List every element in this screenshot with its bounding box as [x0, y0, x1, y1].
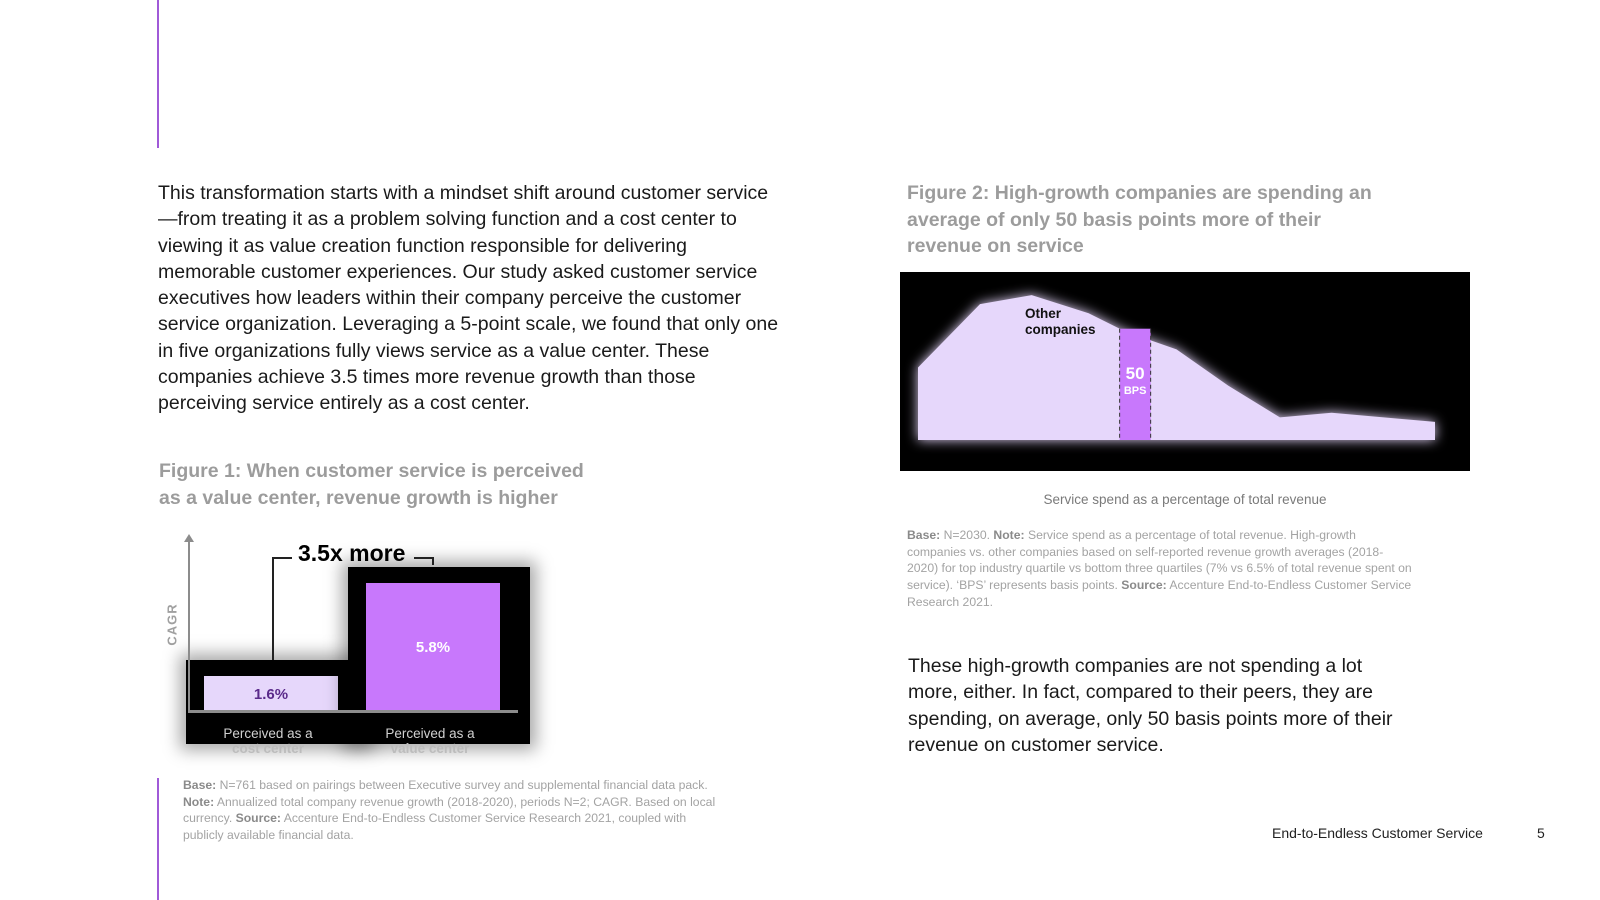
- figure2-band-unit: BPS: [1123, 385, 1147, 397]
- figure2-note-base-label: Base:: [907, 528, 941, 542]
- figure1-y-axis-arrow-icon: [184, 534, 194, 542]
- figure1-bracket-right: [432, 557, 434, 565]
- figure2-svg: [900, 272, 1470, 471]
- figure1-note-source-text: Accenture End-to-Endless Customer Service Research 2021, coupled with publicly available financial data.: [183, 811, 687, 843]
- intro-paragraph: This transformation starts with a mindset shift around customer service—from treating it as a problem solving function and a cost center to viewing it as value creation function responsible for delivering memorable customer experiences. Our study asked customer service executives how leaders within their company perceive the customer service organization. Leveraging a 5-point scale, we found that only one in five organizations fully views service as a value center. These companies achieve 3.5 times more revenue growth than those perceiving service entirely as a cost center.: [158, 182, 779, 415]
- figure1-annotation: 3.5x more: [298, 540, 406, 566]
- figure1-category-label-2: [355, 726, 505, 756]
- figure2-note-note-label: Note:: [993, 528, 1025, 542]
- figure1-note-note-text: Annualized total company revenue growth (2018-2020), periods N=2; CAGR. Based on local currency.: [183, 794, 716, 826]
- figure1-plot-area: [188, 560, 518, 756]
- figure1-note-base-text: N=761 based on pairings between Executive survey and supplemental financial data pack.: [216, 778, 708, 792]
- figure1-bar-1: [204, 676, 338, 712]
- figure1-category-label-2-line-1: Perceived as a: [385, 726, 475, 741]
- figure2-note-note-text: Service spend as a percentage of total revenue. High-growth companies vs. other companies based on self-reported revenue growth averages (2018-2020) for top industry quartile vs bottom three quartiles (7% vs 6.5% of total revenue spent on service). ‘BPS’ represents basis points.: [907, 528, 1412, 593]
- accent-line-bottom: [157, 778, 159, 900]
- figure2-xlabel: Service spend as a percentage of total revenue: [1043, 492, 1327, 507]
- figure2-note-source-label: Source:: [1121, 578, 1167, 593]
- figure1-title: Figure 1: When customer service is perceived as a value center, revenue growth is higher: [159, 460, 584, 509]
- figure1-note-base-label: Base:: [183, 778, 217, 792]
- figure1-category-label-1: [193, 726, 343, 756]
- figure1-y-axis: [188, 540, 190, 712]
- footer-title: End-to-Endless Customer Service: [1272, 825, 1483, 841]
- figure1-category-label-1-line-2: cost center: [231, 741, 305, 756]
- figure1-bar-value-label-2: 5.8%: [415, 638, 451, 656]
- figure1-bar-value-label-1: 1.6%: [253, 685, 289, 703]
- figure1-x-axis: [188, 710, 518, 713]
- figure1-note-source-label: Source:: [235, 811, 281, 826]
- figure1-category-label-1-line-1: Perceived as a: [223, 726, 313, 741]
- footer-page-number: 5: [1537, 825, 1545, 841]
- figure1-ylabel: CAGR: [164, 603, 180, 646]
- accent-line-top: [157, 0, 159, 148]
- figure2-note-source-text: Accenture End-to-Endless Customer Service Research 2021.: [907, 578, 1412, 609]
- figure1-bracket-left: [272, 557, 274, 660]
- figure2-note-base-text: N=2030.: [940, 528, 994, 542]
- figure1-bracket-top-right: [414, 557, 434, 559]
- figure2-title: Figure 2: High-growth companies are spending an average of only 50 basis points more of their revenue on service: [907, 182, 1372, 257]
- figure2-chart: [900, 272, 1470, 471]
- figure2-band-value: 50: [1125, 364, 1145, 383]
- figure1-note: [183, 777, 728, 844]
- figure2-note: [907, 527, 1412, 611]
- figure1-bracket-top-left: [272, 557, 292, 559]
- closing-paragraph: These high-growth companies are not spending a lot more, either. In fact, compared to their peers, they are spending, on average, only 50 basis points more of their revenue on customer service.: [908, 655, 1393, 756]
- figure1-bar-2: [366, 583, 500, 712]
- figure2-area-other-companies: [918, 295, 1435, 440]
- figure1-category-label-2-line-2: value center: [390, 741, 470, 756]
- figure1-note-note-label: Note:: [183, 794, 215, 809]
- figure2-series-label-line2: companies: [1025, 322, 1096, 337]
- figure2-series-label-line1: Other: [1025, 306, 1062, 321]
